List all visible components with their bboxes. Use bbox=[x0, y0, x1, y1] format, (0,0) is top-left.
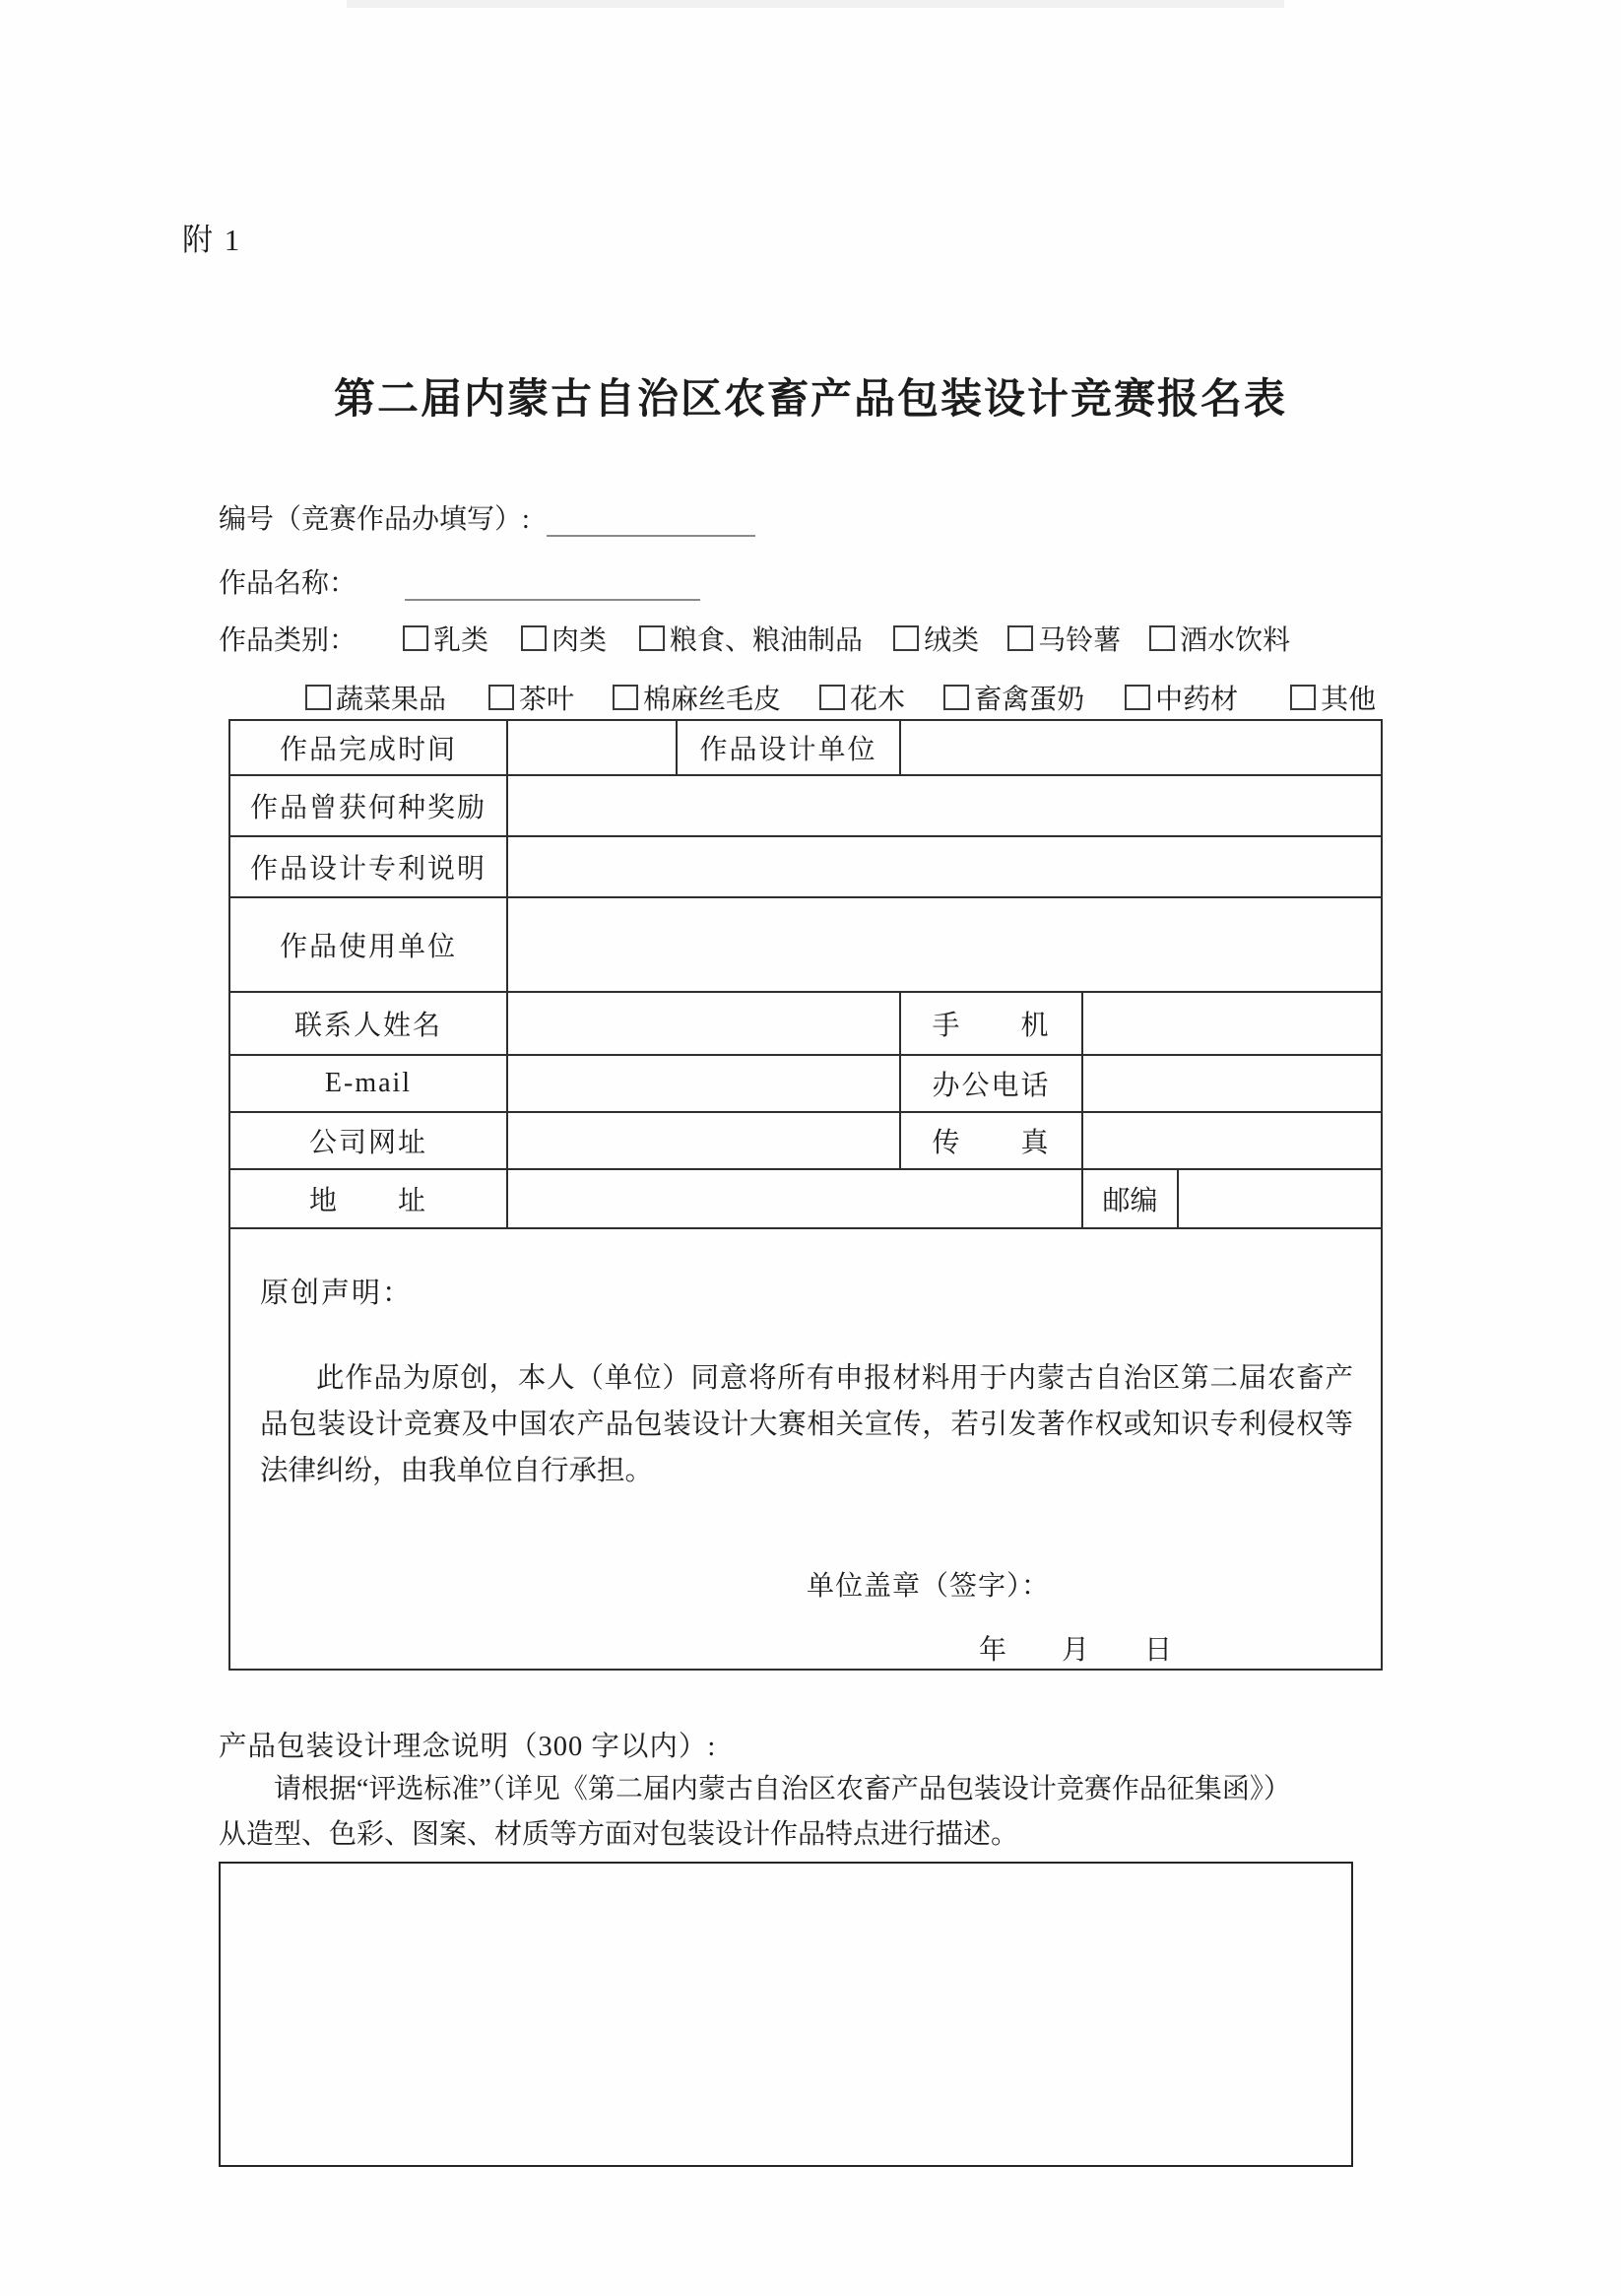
completion-time-value-cell[interactable] bbox=[507, 720, 677, 775]
checkbox-icon[interactable] bbox=[1125, 685, 1150, 710]
category-checkbox-herbs[interactable] bbox=[1125, 678, 1238, 717]
checkbox-icon[interactable] bbox=[819, 685, 845, 710]
checkbox-icon[interactable] bbox=[1149, 625, 1175, 651]
user-unit-value-cell[interactable] bbox=[507, 897, 1382, 992]
category-option-label: 肉类 bbox=[551, 625, 608, 656]
category-option-label: 马铃薯 bbox=[1038, 625, 1122, 656]
category-checkbox-beverage[interactable] bbox=[1149, 619, 1290, 658]
category-option-label: 中药材 bbox=[1155, 685, 1239, 715]
checkbox-icon[interactable] bbox=[521, 625, 547, 651]
checkbox-icon[interactable] bbox=[488, 685, 514, 710]
scan-artifact bbox=[347, 0, 1284, 8]
declaration-body: 此作品为原创，本人（单位）同意将所有申报材料用于内蒙古自治区第二届农畜产品包装设计竞赛及中国农产品包装设计大赛相关宣传，若引发著作权或知识专利侵权等法律纠纷，由我单位自行承担。 bbox=[260, 1363, 1354, 1486]
category-option-label: 茶叶 bbox=[519, 685, 575, 715]
mobile-label: 手 机 bbox=[900, 992, 1082, 1055]
category-checkbox-tea[interactable] bbox=[488, 678, 574, 717]
table-row bbox=[229, 1228, 1382, 1670]
table-row bbox=[229, 720, 1382, 775]
concept-note-line2: 从造型、色彩、图案、材质等方面对包装设计作品特点进行描述。 bbox=[219, 1819, 1019, 1850]
awards-value-cell[interactable] bbox=[507, 775, 1382, 836]
checkbox-icon[interactable] bbox=[943, 685, 969, 710]
concept-note bbox=[219, 1767, 1386, 1858]
concept-heading: 产品包装设计理念说明（300 字以内）: bbox=[219, 1732, 717, 1762]
declaration-cell bbox=[229, 1228, 1382, 1670]
page-title: 第二届内蒙古自治区农畜产品包装设计竞赛报名表 bbox=[333, 377, 1287, 423]
category-option-label: 其他 bbox=[1321, 685, 1377, 715]
table-row bbox=[229, 1112, 1382, 1169]
category-row-1 bbox=[219, 619, 1290, 658]
category-row-2 bbox=[305, 678, 1376, 717]
form-table bbox=[228, 719, 1383, 1671]
email-value-cell[interactable] bbox=[507, 1055, 900, 1112]
category-option-label: 棉麻丝毛皮 bbox=[643, 685, 782, 715]
checkbox-icon[interactable] bbox=[1007, 625, 1033, 651]
category-checkbox-vegetables-fruits[interactable] bbox=[305, 678, 446, 717]
office-phone-value-cell[interactable] bbox=[1082, 1055, 1382, 1112]
stamp-signature-label: 单位盖章（签字）： bbox=[807, 1571, 1051, 1602]
category-option-label: 蔬菜果品 bbox=[336, 685, 447, 715]
table-row bbox=[229, 992, 1382, 1055]
postcode-label: 邮编 bbox=[1082, 1169, 1178, 1228]
category-checkbox-dairy[interactable] bbox=[403, 619, 488, 658]
category-checkbox-potato[interactable] bbox=[1007, 619, 1121, 658]
category-option-label: 畜禽蛋奶 bbox=[974, 685, 1085, 715]
category-checkbox-grain[interactable] bbox=[639, 619, 863, 658]
checkbox-icon[interactable] bbox=[403, 625, 428, 651]
postcode-value-cell[interactable] bbox=[1178, 1169, 1382, 1228]
design-unit-value-cell[interactable] bbox=[900, 720, 1382, 775]
declaration-heading: 原创声明： bbox=[260, 1278, 414, 1309]
category-label: 作品类别： bbox=[219, 625, 357, 656]
entry-number-blank[interactable] bbox=[547, 505, 755, 537]
category-option-label: 粮食、粮油制品 bbox=[670, 625, 864, 656]
table-row bbox=[229, 836, 1382, 897]
fax-value-cell[interactable] bbox=[1082, 1112, 1382, 1169]
concept-note-line1: 请根据“评选标准”（详见《第二届内蒙古自治区农畜产品包装设计竞赛作品征集函》） bbox=[274, 1774, 1291, 1804]
category-option-label: 酒水饮料 bbox=[1180, 625, 1291, 656]
awards-label: 作品曾获何种奖励 bbox=[229, 775, 507, 836]
patent-label: 作品设计专利说明 bbox=[229, 836, 507, 897]
completion-time-label: 作品完成时间 bbox=[229, 720, 507, 775]
work-name-label: 作品名称： bbox=[219, 568, 357, 599]
category-checkbox-flowers[interactable] bbox=[819, 678, 905, 717]
checkbox-icon[interactable] bbox=[639, 625, 665, 651]
date-line-label: 年 月 日 bbox=[979, 1635, 1173, 1666]
design-unit-label: 作品设计单位 bbox=[677, 720, 900, 775]
entry-number-row bbox=[219, 497, 755, 537]
category-checkbox-other[interactable] bbox=[1290, 678, 1376, 717]
category-option-label: 乳类 bbox=[433, 625, 489, 656]
address-label: 地 址 bbox=[229, 1169, 507, 1228]
mobile-value-cell[interactable] bbox=[1082, 992, 1382, 1055]
contact-name-label: 联系人姓名 bbox=[229, 992, 507, 1055]
table-row bbox=[229, 897, 1382, 992]
category-checkbox-cashmere[interactable] bbox=[893, 619, 979, 658]
table-row bbox=[229, 1169, 1382, 1228]
checkbox-icon[interactable] bbox=[893, 625, 919, 651]
office-phone-label: 办公电话 bbox=[900, 1055, 1082, 1112]
entry-number-label: 编号（竞赛作品办填写）: bbox=[219, 504, 530, 535]
website-value-cell[interactable] bbox=[507, 1112, 900, 1169]
category-option-label: 绒类 bbox=[924, 625, 980, 656]
user-unit-label: 作品使用单位 bbox=[229, 897, 507, 992]
concept-description-box[interactable] bbox=[219, 1862, 1353, 2167]
table-row bbox=[229, 1055, 1382, 1112]
checkbox-icon[interactable] bbox=[613, 685, 638, 710]
category-checkbox-cotton-silk-fur[interactable] bbox=[613, 678, 781, 717]
category-option-label: 花木 bbox=[850, 685, 906, 715]
checkbox-icon[interactable] bbox=[305, 685, 331, 710]
work-name-blank[interactable] bbox=[405, 569, 700, 601]
category-checkbox-meat[interactable] bbox=[521, 619, 607, 658]
website-label: 公司网址 bbox=[229, 1112, 507, 1169]
address-value-cell[interactable] bbox=[507, 1169, 1082, 1228]
fax-label: 传 真 bbox=[900, 1112, 1082, 1169]
checkbox-icon[interactable] bbox=[1290, 685, 1316, 710]
category-checkbox-livestock-eggs-milk[interactable] bbox=[943, 678, 1084, 717]
work-name-row bbox=[219, 561, 700, 601]
table-row bbox=[229, 775, 1382, 836]
email-label: E-mail bbox=[229, 1055, 507, 1112]
attachment-label: 附 1 bbox=[182, 223, 242, 257]
patent-value-cell[interactable] bbox=[507, 836, 1382, 897]
contact-name-value-cell[interactable] bbox=[507, 992, 900, 1055]
